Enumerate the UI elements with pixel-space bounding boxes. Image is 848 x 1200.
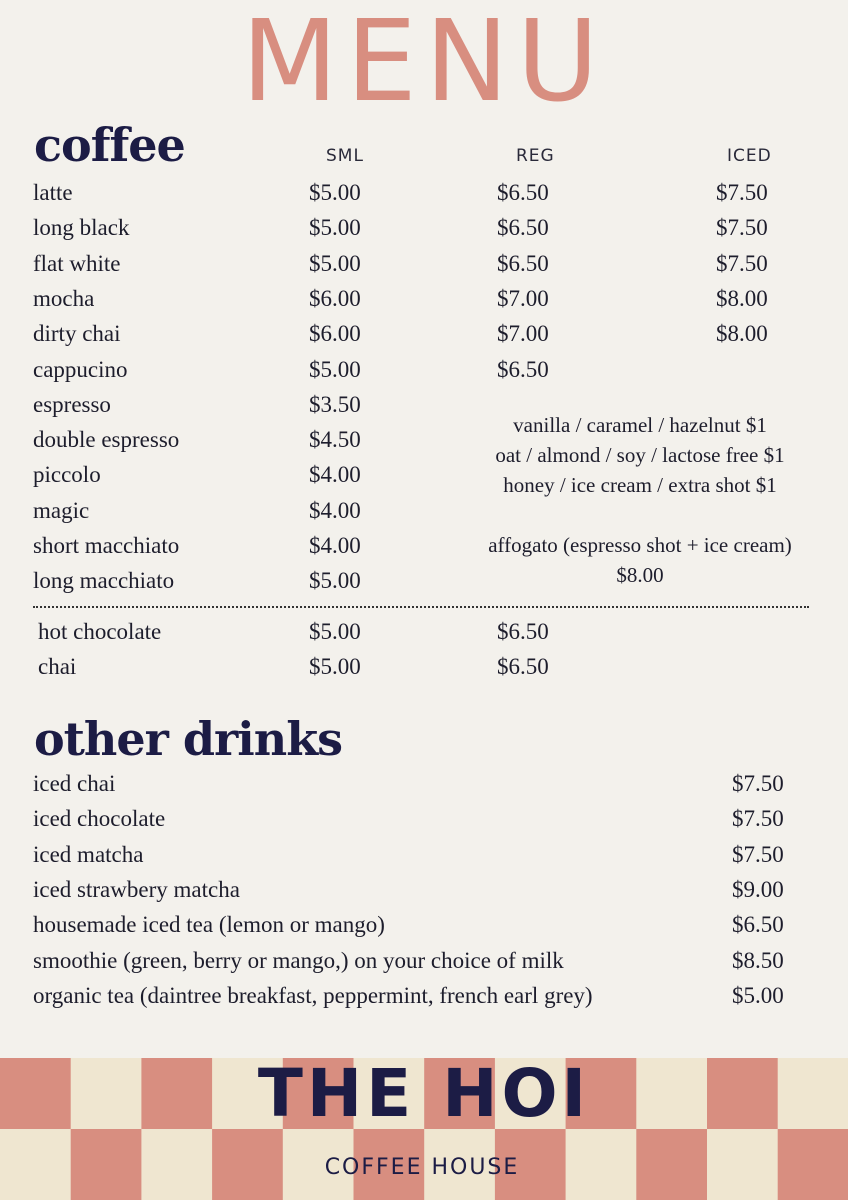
price-reg: $7.00 — [497, 285, 549, 311]
brand-tagline: COFFEE HOUSE — [324, 1155, 520, 1180]
checker-square — [566, 1129, 637, 1200]
price-sml: $4.50 — [309, 427, 361, 453]
item-name: mocha — [33, 285, 95, 311]
price-sml: $3.50 — [309, 391, 361, 417]
checker-square — [778, 1058, 848, 1129]
item-name: magic — [33, 497, 90, 523]
item-price: $7.50 — [732, 841, 784, 867]
list-item — [0, 286, 848, 321]
list-item — [0, 877, 848, 912]
affogato-price: $8.00 — [616, 563, 664, 587]
item-name: chai — [38, 654, 77, 679]
extra-milks: oat / almond / soy / lactose free $1 — [495, 443, 785, 467]
checker-square — [0, 1058, 71, 1129]
price-iced: $7.50 — [716, 250, 768, 276]
price-reg: $6.50 — [497, 619, 549, 644]
extra-addons: honey / ice cream / extra shot $1 — [503, 473, 777, 497]
affogato-block — [430, 530, 848, 590]
item-name: long macchiato — [33, 568, 175, 594]
checker-square — [141, 1129, 212, 1200]
item-price: $8.50 — [732, 947, 784, 973]
item-price: $9.00 — [732, 876, 784, 902]
checker-square — [707, 1129, 778, 1200]
price-reg: $6.50 — [497, 250, 549, 276]
extra-syrups: vanilla / caramel / hazelnut $1 — [513, 413, 767, 437]
item-name: dirty chai — [33, 321, 121, 347]
price-iced: $8.00 — [716, 321, 768, 347]
footer-banner — [0, 1058, 848, 1200]
extras-list — [430, 410, 848, 500]
list-item — [0, 321, 848, 356]
price-reg: $6.50 — [497, 215, 549, 241]
price-iced: $7.50 — [716, 215, 768, 241]
list-item — [0, 842, 848, 877]
checker-square — [212, 1129, 283, 1200]
price-sml: $5.00 — [309, 654, 361, 679]
list-item — [0, 215, 848, 250]
checker-square — [778, 1129, 848, 1200]
list-item — [0, 771, 848, 806]
menu-title-text: MENU — [241, 0, 607, 110]
coffee-heading: coffee — [34, 118, 185, 172]
brand-logo-text: THE HOI — [257, 1058, 591, 1132]
price-sml: $5.00 — [309, 568, 361, 594]
item-name: iced strawbery matcha — [33, 876, 240, 902]
checker-square — [71, 1129, 142, 1200]
item-name: iced chocolate — [33, 806, 166, 832]
checker-square — [141, 1058, 212, 1129]
price-iced: $7.50 — [716, 180, 768, 205]
price-iced: $8.00 — [716, 285, 768, 311]
list-item — [0, 180, 848, 215]
list-item — [0, 912, 848, 947]
item-price: $7.50 — [732, 806, 784, 832]
item-name: piccolo — [33, 462, 101, 488]
price-reg: $6.50 — [497, 180, 549, 205]
list-item — [0, 654, 848, 689]
price-sml: $6.00 — [309, 321, 361, 347]
item-name: organic tea (daintree breakfast, peppermint, french earl grey) — [33, 982, 593, 1008]
price-reg: $6.50 — [497, 654, 549, 679]
item-name: cappucino — [33, 356, 128, 382]
list-item — [0, 498, 848, 533]
price-sml: $4.00 — [309, 497, 361, 523]
other-drinks-heading: other drinks — [34, 712, 342, 766]
item-name: espresso — [33, 391, 111, 417]
price-sml: $5.00 — [309, 619, 361, 644]
price-sml: $5.00 — [309, 180, 361, 205]
checker-square — [71, 1058, 142, 1129]
list-item — [0, 948, 848, 983]
list-item — [0, 983, 848, 1018]
list-item — [0, 806, 848, 841]
checker-square — [707, 1058, 778, 1129]
list-item — [0, 357, 848, 392]
price-sml: $5.00 — [309, 215, 361, 241]
price-sml: $4.00 — [309, 533, 361, 558]
price-sml: $5.00 — [309, 356, 361, 382]
affogato-name: affogato (espresso shot + ice cream) — [488, 533, 792, 557]
checker-square — [636, 1129, 707, 1200]
price-reg: $6.50 — [497, 356, 549, 382]
item-name: short macchiato — [33, 533, 180, 558]
checker-square — [636, 1058, 707, 1129]
price-sml: $6.00 — [309, 285, 361, 311]
col-head-reg: REG — [516, 146, 555, 166]
item-name: smoothie (green, berry or mango,) on your choice of milk — [33, 947, 564, 973]
price-sml: $4.00 — [309, 462, 361, 488]
item-name: long black — [33, 215, 130, 241]
item-name: housemade iced tea (lemon or mango) — [33, 912, 385, 938]
item-name: flat white — [33, 250, 121, 276]
dotted-divider — [33, 606, 809, 608]
price-sml: $5.00 — [309, 250, 361, 276]
item-name: hot chocolate — [38, 619, 162, 644]
col-head-iced: ICED — [727, 146, 772, 166]
price-reg: $7.00 — [497, 321, 549, 347]
item-name: double espresso — [33, 427, 180, 453]
item-name: latte — [33, 180, 73, 205]
menu-title — [0, 0, 848, 110]
checker-square — [0, 1129, 71, 1200]
item-price: $6.50 — [732, 912, 784, 938]
item-price: $5.00 — [732, 982, 784, 1008]
item-name: iced chai — [33, 771, 116, 796]
list-item — [0, 619, 848, 654]
item-name: iced matcha — [33, 841, 144, 867]
item-price: $7.50 — [732, 771, 784, 796]
list-item — [0, 251, 848, 286]
col-head-sml: SML — [326, 146, 364, 166]
